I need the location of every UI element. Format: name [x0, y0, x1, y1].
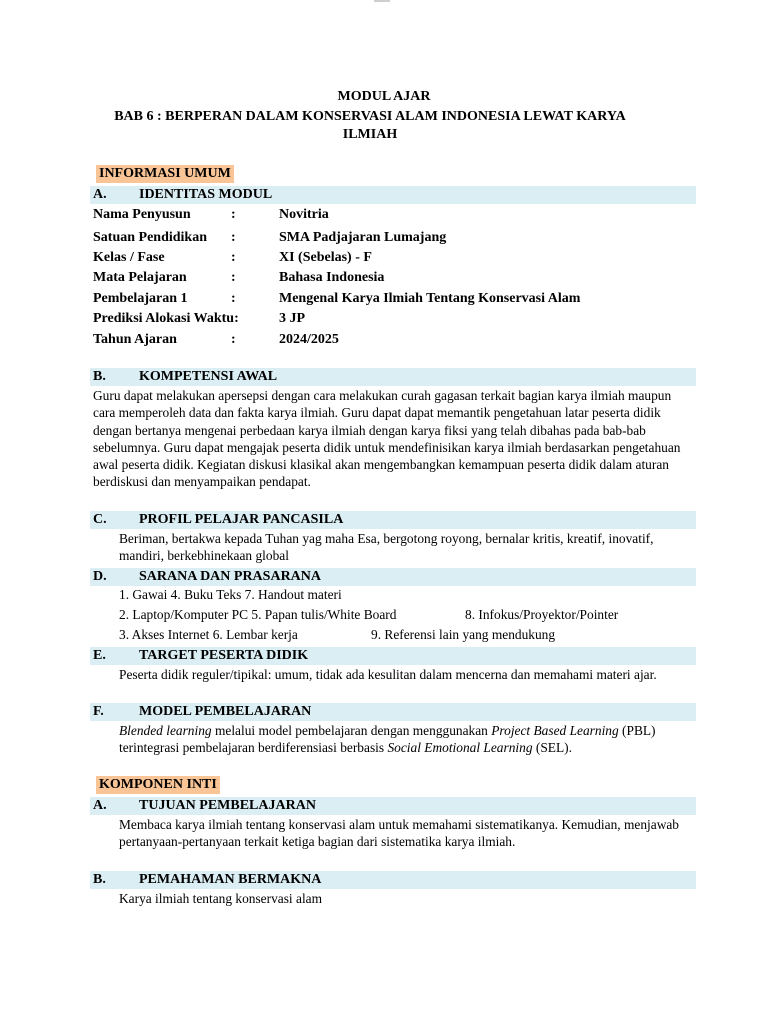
row-colon: :	[231, 250, 236, 265]
section-number: A.	[93, 187, 107, 202]
row-label: Prediksi Alokasi Waktu:	[93, 311, 239, 326]
section-title: TARGET PESERTA DIDIK	[139, 648, 309, 663]
pemahaman-bermakna-text: Karya ilmiah tentang konservasi alam	[119, 891, 323, 906]
section-title: KOMPETENSI AWAL	[139, 369, 278, 384]
model-text: melalui model pembelajaran dengan menggunakan	[211, 723, 492, 738]
section-number: F.	[93, 704, 104, 719]
row-label: Mata Pelajaran	[93, 270, 187, 285]
informasi-umum-heading: INFORMASI UMUM	[96, 165, 234, 183]
section-number: B.	[93, 369, 106, 384]
row-label: Satuan Pendidikan	[93, 230, 207, 245]
row-value: Mengenal Karya Ilmiah Tentang Konservasi Alam	[279, 291, 581, 306]
row-value: XI (Sebelas) - F	[279, 250, 372, 265]
row-value: SMA Padjajaran Lumajang	[279, 230, 447, 245]
sarana-line: 9. Referensi lain yang mendukung	[371, 627, 556, 642]
section-pemahaman-bermakna	[90, 871, 696, 889]
row-label: Tahun Ajaran	[93, 332, 177, 347]
model-text: (PBL) terintegrasi pembelajaran berdiferensiasi berbasis	[119, 723, 656, 756]
sarana-line: 1. Gawai 4. Buku Teks 7. Handout materi	[119, 587, 342, 602]
row-value: 2024/2025	[279, 332, 339, 347]
row-value: 3 JP	[279, 311, 306, 326]
section-tujuan-pembelajaran	[90, 797, 696, 815]
sarana-line: 8. Infokus/Proyektor/Pointer	[465, 607, 619, 622]
section-profil-pelajar	[90, 511, 696, 529]
row-colon: :	[231, 270, 236, 285]
row-value: Bahasa Indonesia	[279, 270, 385, 285]
model-term: Social Emotional Learning	[387, 740, 533, 756]
section-model-pembelajaran	[90, 703, 696, 721]
section-number: A.	[93, 798, 107, 813]
section-title: SARANA DAN PRASARANA	[139, 569, 322, 584]
section-title: TUJUAN PEMBELAJARAN	[139, 798, 316, 813]
row-label: Nama Penyusun	[93, 207, 191, 222]
row-colon: :	[231, 207, 236, 222]
target-peserta-text: Peserta didik reguler/tipikal: umum, tidak ada kesulitan dalam mencerna dan memahami materi ajar.	[119, 667, 657, 682]
section-number: E.	[93, 648, 106, 663]
sarana-line: 3. Akses Internet 6. Lembar kerja	[119, 627, 298, 642]
section-title: PEMAHAMAN BERMAKNA	[139, 872, 322, 887]
model-term: Project Based Learning	[491, 723, 619, 738]
document-subtitle: BAB 6 : BERPERAN DALAM KONSERVASI ALAM INDONESIA LEWAT KARYA ILMIAH	[114, 109, 626, 142]
kompetensi-awal-text: Guru dapat melakukan apersepsi dengan cara melakukan curah gagasan terkait bagian karya ilmiah maupun cara memperoleh data dan fakta karya ilmiah. Guru dapat dapat memantik pengetahuan latar peserta didik dengan bertanya mengenai perbedaan karya ilmiah dengan karya fiksi yang telah dibahas pada bab-bab sebelumnya. Guru dapat mengajak peserta didik untuk mendefinisikan karya ilmiah berdasarkan pengetahuan awal peserta didik. Kegiatan diskusi klasikal akan mengembangkan kemampuan peserta didik dalam aturan berdiskusi dan menyampaikan pendapat.	[93, 388, 681, 490]
tujuan-pembelajaran-text: Membaca karya ilmiah tentang konservasi alam untuk memahami sistematikanya. Kemudian, menjawab pertanyaan-pertanyaan terkait ketiga bagian dari sistematika karya ilmiah.	[119, 817, 680, 850]
section-title: MODEL PEMBELAJARAN	[139, 704, 312, 719]
section-sarana-prasarana	[90, 568, 696, 586]
section-target-peserta	[90, 647, 696, 665]
section-kompetensi-awal	[90, 368, 696, 386]
row-label: Kelas / Fase	[93, 250, 165, 265]
document-title: MODUL AJAR	[337, 89, 431, 104]
page-top-mark	[374, 0, 390, 2]
model-text: (SEL).	[532, 740, 572, 756]
section-number: B.	[93, 872, 106, 887]
section-identitas-modul	[90, 186, 696, 204]
section-title: IDENTITAS MODUL	[139, 187, 273, 202]
profil-pelajar-text: Beriman, bertakwa kepada Tuhan yag maha Esa, bergotong royong, bernalar kritis, kreatif, inovatif, mandiri, berkebhinekaan global	[119, 531, 654, 564]
sarana-line: 2. Laptop/Komputer PC 5. Papan tulis/White Board	[119, 607, 397, 622]
section-number: D.	[93, 569, 107, 584]
section-number: C.	[93, 512, 107, 527]
komponen-inti-heading: KOMPONEN INTI	[96, 776, 220, 794]
row-colon: :	[231, 291, 236, 306]
row-label: Pembelajaran 1	[93, 291, 188, 306]
model-pembelajaran-text	[119, 722, 679, 757]
model-term: Blended learning	[119, 723, 212, 738]
row-colon: :	[231, 332, 236, 347]
section-title: PROFIL PELAJAR PANCASILA	[139, 512, 344, 527]
row-value: Novitria	[279, 207, 329, 222]
row-colon: :	[231, 230, 236, 245]
